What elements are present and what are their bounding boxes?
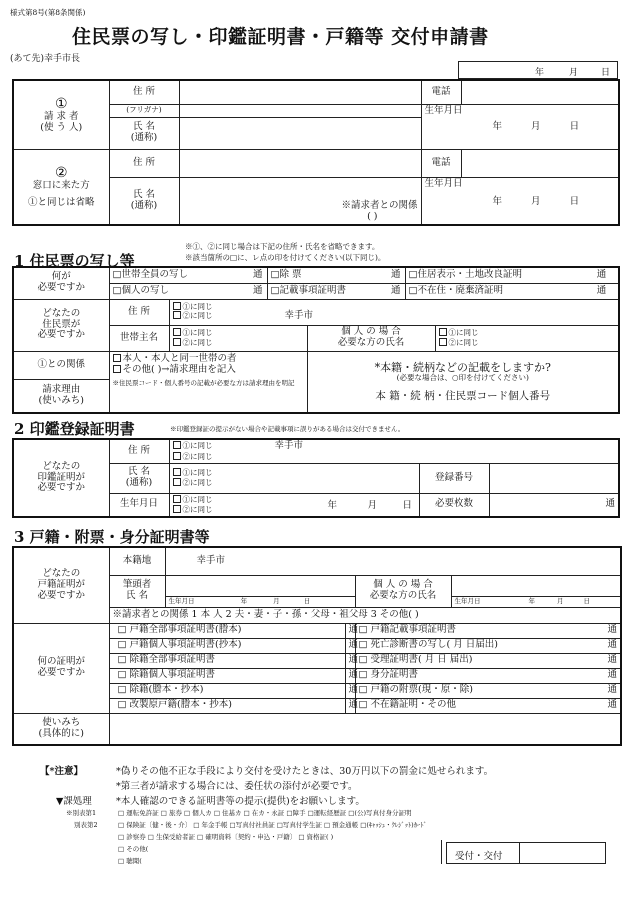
day-label: 日	[601, 68, 611, 78]
section1-note1: ※①、②に同じ場合は下記の住所・氏名を省略できます。	[185, 242, 380, 251]
applicant1-address-input[interactable]	[179, 80, 421, 104]
s2-count-label: 必要枚数	[419, 493, 489, 517]
id-list-1[interactable]: □ 運転免許証 □ 旅券 □ 個人カ □ 住基カ □ 在カ・永証 □障手 □運転経歴証 □(公)写真付身分証明	[118, 809, 412, 817]
s3-item-0-left-count: 通	[345, 623, 355, 638]
applicant2-label: ② 窓口に来た方 ①と同じは省略	[13, 149, 109, 225]
s3-item-2-left-count: 通	[345, 653, 355, 668]
caution-text-2: *第三者が請求する場合には、委任状の添付が必要です。	[116, 781, 358, 792]
s1-item-0-0-count: 通	[249, 267, 267, 283]
s1-item-0-2[interactable]: □住居表示・土地改良証明	[405, 267, 585, 283]
s3-item-0-right[interactable]: □ 戸籍記載事項証明書 通	[355, 623, 621, 638]
s1-reason-label: 請求理由 (使いみち)	[13, 379, 109, 413]
s3-item-2-right[interactable]: □ 受理証明書( 月 日 届出) 通	[355, 653, 621, 668]
s2-dob-field[interactable]: ①に同じ ②に同じ 年 月 日	[169, 493, 419, 517]
s2-name-field[interactable]: ①に同じ ②に同じ	[169, 463, 419, 493]
applicant1-phone-label: 電話	[421, 80, 461, 104]
s3-item-1-left[interactable]: □ 戸籍個人事項証明書(抄本)	[109, 638, 345, 653]
page-title: 住民票の写し・印鑑証明書・戸籍等 交付申請書	[72, 26, 489, 48]
s3-which-label: 何の証明が 必要ですか	[13, 623, 109, 713]
s1-rel-field[interactable]: 本人・本人と同一世帯の者 その他( )→請求理由を記入	[109, 351, 307, 379]
s2-count-input[interactable]: 通	[489, 493, 619, 517]
caution-label: 【*注意】	[40, 766, 83, 777]
applicant1-name-input[interactable]	[179, 117, 421, 149]
applicant2-phone-label: 電話	[421, 149, 461, 177]
table2-label: 別表第2	[74, 821, 98, 829]
s1-item-0-2-count: 通	[585, 267, 619, 283]
applicant-table	[12, 79, 620, 226]
s2-name-label: 氏 名 (通称)	[109, 463, 169, 493]
addressee: (あて先)幸手市長	[10, 54, 81, 64]
bracket-divider	[438, 840, 442, 864]
applicant1-name-label: 氏 名 (通称)	[109, 117, 179, 149]
s1-head-field[interactable]: ①に同じ ②に同じ	[169, 325, 307, 351]
s1-indiv-label: 個 人 の 場 合 必要な方の氏名	[307, 325, 435, 351]
s1-head-label: 世帯主名	[109, 325, 169, 351]
s2-who-label: どなたの 印鑑証明が 必要ですか	[13, 439, 109, 517]
s2-address-field[interactable]: ①に同じ 幸手市 ②に同じ	[169, 439, 619, 463]
s2-regno-input[interactable]	[489, 463, 619, 493]
s1-what-label: 何が 必要ですか	[13, 267, 109, 299]
section1-title: 1 住民票の写し等	[14, 252, 135, 270]
receipt-label: 受付・交付	[455, 851, 503, 862]
s1-address-label: 住 所	[109, 299, 169, 325]
s1-who-label: どなたの 住民票が 必要ですか	[13, 299, 109, 351]
s3-item-3-right[interactable]: □ 身分証明書 通	[355, 668, 621, 683]
s1-item-1-0-count: 通	[249, 283, 267, 299]
s1-item-1-2[interactable]: □不在住・廃棄済証明	[405, 283, 585, 299]
s1-indiv-field[interactable]: ①に同じ ②に同じ	[435, 325, 619, 351]
applicant1-address-label: 住 所	[109, 80, 179, 104]
id-list-3[interactable]: □ 診察券 □ 生保受給者証 □ 確明資料〔契約・申込・戸籍〕 □ 資格証( )	[118, 833, 334, 841]
s3-indiv-label: 個 人 の 場 合 必要な方の氏名	[355, 575, 451, 607]
s1-item-0-1-count: 通	[387, 267, 405, 283]
section2-table	[12, 438, 620, 518]
s3-item-1-left-count: 通	[345, 638, 355, 653]
applicant2-name-input[interactable]: ※請求者との関係 ( )	[179, 177, 421, 225]
table1-label: ※別表第1	[66, 809, 97, 817]
s2-dob-label: 生年月日	[109, 493, 169, 517]
s2-regno-label: 登録番号	[419, 463, 489, 493]
applicant2-address-input[interactable]	[179, 149, 421, 177]
section1-table	[12, 266, 620, 414]
s1-item-1-1[interactable]: □記載事項証明書	[267, 283, 387, 299]
caution-text-1: *偽りその他不正な手段により交付を受けたときは、30万円以下の罰金に処せられます。	[116, 766, 494, 777]
s1-rel-label: ①との関係	[13, 351, 109, 379]
applicant2-name-label: 氏 名 (通称)	[109, 177, 179, 225]
s1-honseki-box[interactable]: *本籍・続柄などの記載をしますか? (必要な場合は、○印を付けてください) 本 籍・続 柄・住民票コード個人番号	[307, 351, 619, 413]
s3-honseki-input[interactable]: 幸手市	[165, 547, 621, 575]
applicant2-address-label: 住 所	[109, 149, 179, 177]
applicant1-label: ① 請 求 者 (使 う 人)	[13, 80, 109, 149]
month-label: 月	[569, 68, 579, 78]
applicant1-furigana-label: (フリガナ)	[109, 104, 179, 117]
s3-use-label: 使いみち (具体的に)	[13, 713, 109, 745]
s3-item-5-left[interactable]: □ 改製原戸籍(謄本・抄本)	[109, 698, 345, 713]
s3-head-label: 筆頭者 氏 名	[109, 575, 165, 607]
year-label: 年	[535, 68, 545, 78]
s3-item-5-left-count: 通	[345, 698, 355, 713]
s3-item-0-left[interactable]: □ 戸籍全部事項証明書(謄本)	[109, 623, 345, 638]
s3-use-input[interactable]	[109, 713, 621, 745]
receipt-box[interactable]	[446, 842, 606, 864]
section1-note2: ※該当箇所の□に、レ点の印を付けてください(以下同じ)。	[185, 253, 386, 262]
s2-address-label: 住 所	[109, 439, 169, 463]
id-list-hearing[interactable]: □ 聴聞(	[118, 857, 142, 865]
section2-note: ※印鑑登録証の提示がない場合や記載事項に誤りがある場合は交付できません。	[170, 425, 405, 433]
applicant2-phone-input[interactable]	[461, 149, 619, 177]
s1-item-0-1[interactable]: □除 票	[267, 267, 387, 283]
proc-text: *本人確認のできる証明書等の提示(提供)をお願いします。	[116, 796, 365, 807]
receipt-divider	[519, 843, 520, 863]
s1-address-field[interactable]: ①に同じ ②に同じ 幸手市	[169, 299, 619, 325]
s3-indiv-input[interactable]: 生年月日 年 月 日	[451, 575, 621, 607]
applicant1-phone-input[interactable]	[461, 80, 619, 104]
s3-honseki-label: 本籍地	[109, 547, 165, 575]
s1-item-1-1-count: 通	[387, 283, 405, 299]
s1-reason-field[interactable]: ※住民票コード・個人番号の記載が必要な方は請求理由を明記	[109, 379, 307, 413]
applicant1-furigana-input[interactable]	[179, 104, 421, 117]
s3-who-label: どなたの 戸籍証明が 必要ですか	[13, 547, 109, 623]
form-number: 様式第8号(第8条関係)	[10, 8, 86, 17]
s1-item-1-0[interactable]: □個人の写し	[109, 283, 249, 299]
date-box[interactable]	[458, 61, 618, 79]
s3-item-4-left[interactable]: □ 除籍(謄本・抄本)	[109, 683, 345, 698]
s3-relation-field[interactable]: ※請求者との関係 1 本 人 2 夫・妻・子・孫・父母・祖父母 3 その他( )	[109, 607, 621, 623]
section3-title: 3 戸籍・附票・身分証明書等	[14, 528, 210, 546]
s3-item-3-left-count: 通	[345, 668, 355, 683]
id-list-2[interactable]: □ 保険証〔健・後・介〕 □ 年金手帳 □写真付社員証 □写真付学生証 □ 預金通帳 □(ｷｬｯｼｭ・ｸﾚｼﾞｯﾄ)ｶｰﾄﾞ	[118, 821, 427, 829]
s3-item-4-left-count: 通	[345, 683, 355, 698]
applicant2-dob[interactable]: 生年月日 年 月 日	[421, 177, 619, 225]
applicant1-dob[interactable]: 生年月日 年 月 日	[421, 104, 619, 149]
s3-item-4-right[interactable]: □ 戸籍の附票(現・原・除) 通	[355, 683, 621, 698]
s3-item-1-right[interactable]: □ 死亡診断書の写し( 月 日届出) 通	[355, 638, 621, 653]
id-list-other[interactable]: □ その他(	[118, 845, 149, 853]
section2-title: 2 印鑑登録証明書	[14, 420, 135, 438]
s3-item-2-left[interactable]: □ 除籍全部事項証明書	[109, 653, 345, 668]
proc-label: ▼課処理	[56, 796, 92, 807]
s3-item-5-right[interactable]: □ 不在籍証明・その他 通	[355, 698, 621, 713]
s3-item-3-left[interactable]: □ 除籍個人事項証明書	[109, 668, 345, 683]
section3-table	[12, 546, 622, 746]
s3-head-input[interactable]: 生年月日 年 月 日	[165, 575, 355, 607]
s1-item-0-0[interactable]: □世帯全員の写し	[109, 267, 249, 283]
s1-item-1-2-count: 通	[585, 283, 619, 299]
